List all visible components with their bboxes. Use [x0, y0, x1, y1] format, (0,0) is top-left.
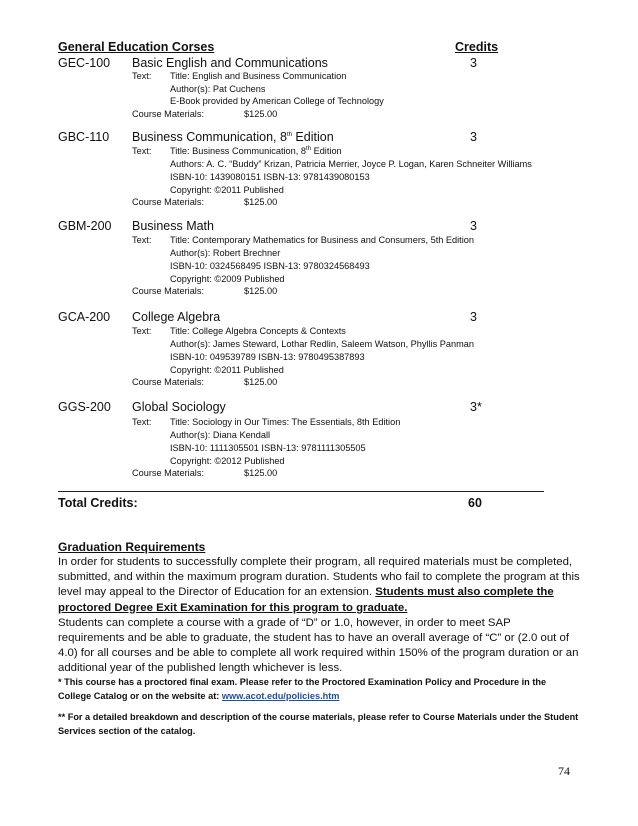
text-label: Text:	[132, 326, 152, 336]
course-credits: 3	[470, 130, 477, 144]
policies-link[interactable]: www.acot.edu/policies.htm	[221, 691, 340, 701]
materials-price: $125.00	[244, 377, 278, 387]
course-code: GBM-200	[58, 219, 112, 233]
course-credits: 3	[470, 219, 477, 233]
proctored-exam-note: * This course has a proctored final exam. Please refer to the Proctored Examination Policy and Procedure in the College Catalog or on the website at: www.acot.edu/policies.htm	[58, 677, 547, 701]
credits-column-header: Credits	[455, 40, 499, 54]
text-detail-line: Author(s): Robert Brechner	[170, 248, 281, 258]
text-detail-line: Copyright: ©2012 Published	[170, 456, 285, 466]
text-detail-line: Author(s): Diana Kendall	[170, 430, 271, 440]
text-label: Text:	[132, 417, 152, 427]
section-title: General Education Corses	[58, 40, 215, 54]
text-detail-line: Author(s): Pat Cuchens	[170, 84, 266, 94]
course-name: Basic English and Communications	[132, 56, 328, 70]
course-credits: 3	[470, 310, 477, 324]
course-code: GGS-200	[58, 400, 111, 414]
text-detail-line: ISBN-10: 1439080151 ISBN-13: 9781439080153	[170, 172, 370, 182]
course-materials-note: ** For a detailed breakdown and description of the course materials, please refer to Course Materials under the Student Services section of the catalog.	[58, 712, 579, 736]
divider-line	[58, 491, 544, 492]
materials-label: Course Materials:	[132, 286, 204, 296]
graduation-paragraph: In order for students to successfully complete their program, all required materials must be completed, submitted, and within the maximum program duration. Students who fail to complete the program at this level may appeal to the Director of Education for an extension.	[58, 556, 580, 599]
materials-price: $125.00	[244, 468, 278, 478]
course-code: GCA-200	[58, 310, 111, 324]
text-detail-line: ISBN-10: 049539789 ISBN-13: 9780495387893	[170, 352, 365, 362]
course-name: College Algebra	[132, 310, 221, 324]
course-code: GBC-110	[58, 130, 110, 144]
text-label: Text:	[132, 71, 152, 81]
text-detail-line: Title: Business Communication, 8th Edition	[170, 146, 342, 157]
materials-label: Course Materials:	[132, 468, 204, 478]
text-detail-line: ISBN-10: 1111305501 ISBN-13: 9781111305505	[170, 443, 366, 453]
text-detail-line: Author(s): James Steward, Lothar Redlin, Saleem Watson, Phyllis Panman	[170, 339, 474, 349]
graduation-body	[58, 555, 580, 677]
materials-label: Course Materials:	[132, 109, 204, 119]
course-name: Business Math	[132, 219, 214, 233]
text-detail-line: E-Book provided by American College of Technology	[170, 96, 384, 106]
course-code: GEC-100	[58, 56, 111, 70]
text-detail-line: Title: College Algebra Concepts & Contexts	[170, 326, 346, 336]
page-number: 74	[558, 764, 570, 778]
course-credits: 3*	[470, 400, 482, 414]
text-label: Text:	[132, 235, 152, 245]
materials-label: Course Materials:	[132, 377, 204, 387]
text-detail-line: Copyright: ©2011 Published	[170, 185, 284, 195]
text-detail-line: ISBN-10: 0324568495 ISBN-13: 9780324568493	[170, 261, 370, 271]
total-credits-value: 60	[468, 496, 482, 510]
text-detail-line: Title: English and Business Communication	[170, 71, 347, 81]
total-credits-label: Total Credits:	[58, 496, 138, 510]
graduation-paragraph: Students can complete a course with a grade of “D” or 1.0, however, in order to meet SAP requirements and be able to graduate, the student has to have an overall average of “C” or (2.0 out of 4.0) for all courses and be able to complete all work required within 150% of the program duration or an additional year of the published length whichever is less.	[58, 616, 579, 675]
materials-price: $125.00	[244, 286, 278, 296]
materials-price: $125.00	[244, 197, 278, 207]
text-detail-line: Authors: A. C. “Buddy” Krizan, Patricia Merrier, Joyce P. Logan, Karen Schneiter Williams	[170, 159, 532, 169]
course-credits: 3	[470, 56, 477, 70]
course-name: Business Communication, 8th Edition	[132, 130, 334, 144]
text-detail-line: Title: Contemporary Mathematics for Business and Consumers, 5th Edition	[170, 235, 474, 245]
text-detail-line: Title: Sociology in Our Times: The Essentials, 8th Edition	[170, 417, 401, 427]
text-label: Text:	[132, 146, 152, 156]
graduation-exit-exam-note: Students must also complete the proctored Degree Exit Examination for this program to graduate.	[58, 586, 554, 614]
text-detail-line: Copyright: ©2009 Published	[170, 274, 285, 284]
materials-label: Course Materials:	[132, 197, 204, 207]
course-name: Global Sociology	[132, 400, 226, 414]
graduation-heading: Graduation Requirements	[58, 540, 206, 554]
text-detail-line: Copyright: ©2011 Published	[170, 365, 284, 375]
materials-price: $125.00	[244, 109, 278, 119]
